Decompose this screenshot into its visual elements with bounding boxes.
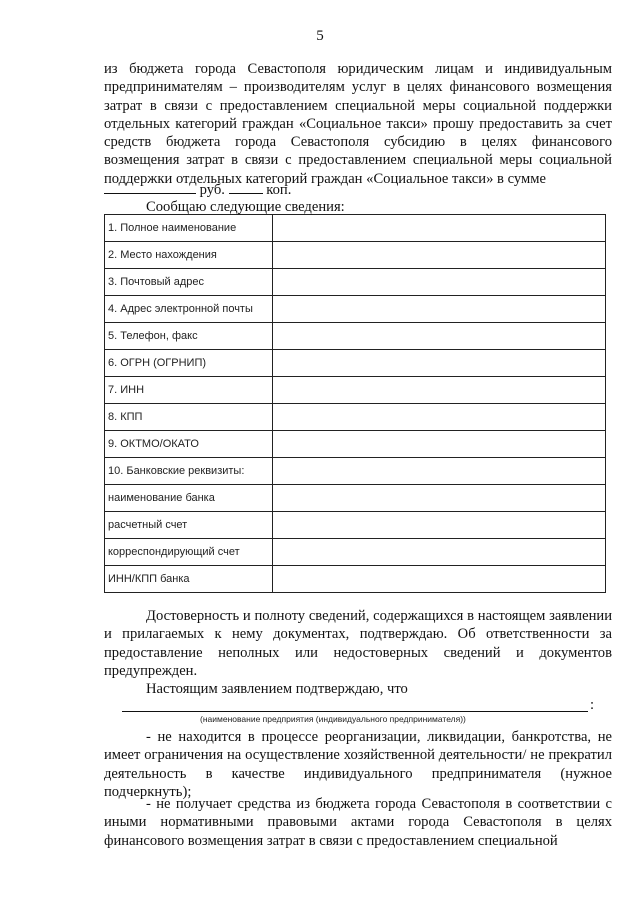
sum-line — [104, 181, 291, 199]
field-label: корреспондирующий счет — [105, 539, 273, 566]
field-label: 3. Почтовый адрес — [105, 269, 273, 296]
field-label: 9. ОКТМО/ОКАТО — [105, 431, 273, 458]
rub-blank — [104, 181, 196, 194]
table-row — [105, 296, 606, 323]
field-value[interactable] — [273, 350, 606, 377]
table-row — [105, 269, 606, 296]
table-row — [105, 458, 606, 485]
table-row — [105, 485, 606, 512]
field-label: 4. Адрес электронной почты — [105, 296, 273, 323]
field-label: 1. Полное наименование — [105, 215, 273, 242]
page-number: 5 — [316, 28, 324, 44]
intro-paragraph: из бюджета города Севастополя юридическим лицам и индивидуальным предпринимателям – производителям услуг в целях финансового возмещения затрат в связи с предоставлением специальной меры социальной поддержки отдельных категорий граждан «Социальное такси» прошу предоставить за счет средств бюджета города Севастополя субсидию в целях финансового возмещения затрат в связи с предоставлением специальной меры социальной поддержки отдельных категорий граждан «Социальное такси» в сумме — [104, 61, 612, 187]
company-name-caption: (наименование предприятия (индивидуального предпринимателя)) — [200, 714, 466, 724]
field-label: расчетный счет — [105, 512, 273, 539]
field-label: 5. Телефон, факс — [105, 323, 273, 350]
table-row — [105, 323, 606, 350]
field-label: 2. Место нахождения — [105, 242, 273, 269]
field-label: 10. Банковские реквизиты: — [105, 458, 273, 485]
field-value[interactable] — [273, 512, 606, 539]
table-row — [105, 242, 606, 269]
field-label: 7. ИНН — [105, 377, 273, 404]
table-row — [105, 350, 606, 377]
table-row — [105, 512, 606, 539]
field-value[interactable] — [273, 566, 606, 593]
info-heading: Сообщаю следующие сведения: — [146, 199, 345, 215]
field-label: наименование банка — [105, 485, 273, 512]
field-value[interactable] — [273, 242, 606, 269]
field-label: 6. ОГРН (ОГРНИП) — [105, 350, 273, 377]
field-label: 8. КПП — [105, 404, 273, 431]
kop-blank — [229, 181, 263, 194]
confirmation-paragraph: Достоверность и полноту сведений, содержащихся в настоящем заявлении и прилагаемых к нему документах, подтверждаю. Об ответственности за предоставление неполных или недостоверных сведений и документов предупрежден. — [104, 608, 612, 679]
field-value[interactable] — [273, 539, 606, 566]
bullet-reorganization: - не находится в процессе реорганизации, ликвидации, банкротства, не имеет ограничения на осуществление хозяйственной деятельности/ не прекратил деятельность в качестве индивидуального предпринимателя (нужное подчеркнуть); — [104, 729, 612, 800]
table-row — [105, 566, 606, 593]
rub-label: руб. — [199, 182, 225, 198]
field-value[interactable] — [273, 377, 606, 404]
field-value[interactable] — [273, 485, 606, 512]
bullet-budget: - не получает средства из бюджета города Севастополя в соответствии с иными нормативными правовыми актами города Севастополя в целях финансового возмещения затрат в связи с предоставлением специальной — [104, 796, 612, 849]
table-row — [105, 215, 606, 242]
field-label: ИНН/КПП банка — [105, 566, 273, 593]
field-value[interactable] — [273, 215, 606, 242]
field-value[interactable] — [273, 323, 606, 350]
field-value[interactable] — [273, 458, 606, 485]
company-name-blank — [122, 711, 588, 712]
confirm-line: Настоящим заявлением подтверждаю, что — [146, 681, 408, 697]
table-row — [105, 431, 606, 458]
field-value[interactable] — [273, 269, 606, 296]
requisites-table — [104, 214, 606, 593]
table-row — [105, 404, 606, 431]
field-value[interactable] — [273, 431, 606, 458]
kop-label: коп. — [266, 182, 292, 198]
table-row — [105, 539, 606, 566]
table-row — [105, 377, 606, 404]
field-value[interactable] — [273, 296, 606, 323]
colon: : — [590, 697, 595, 713]
field-value[interactable] — [273, 404, 606, 431]
